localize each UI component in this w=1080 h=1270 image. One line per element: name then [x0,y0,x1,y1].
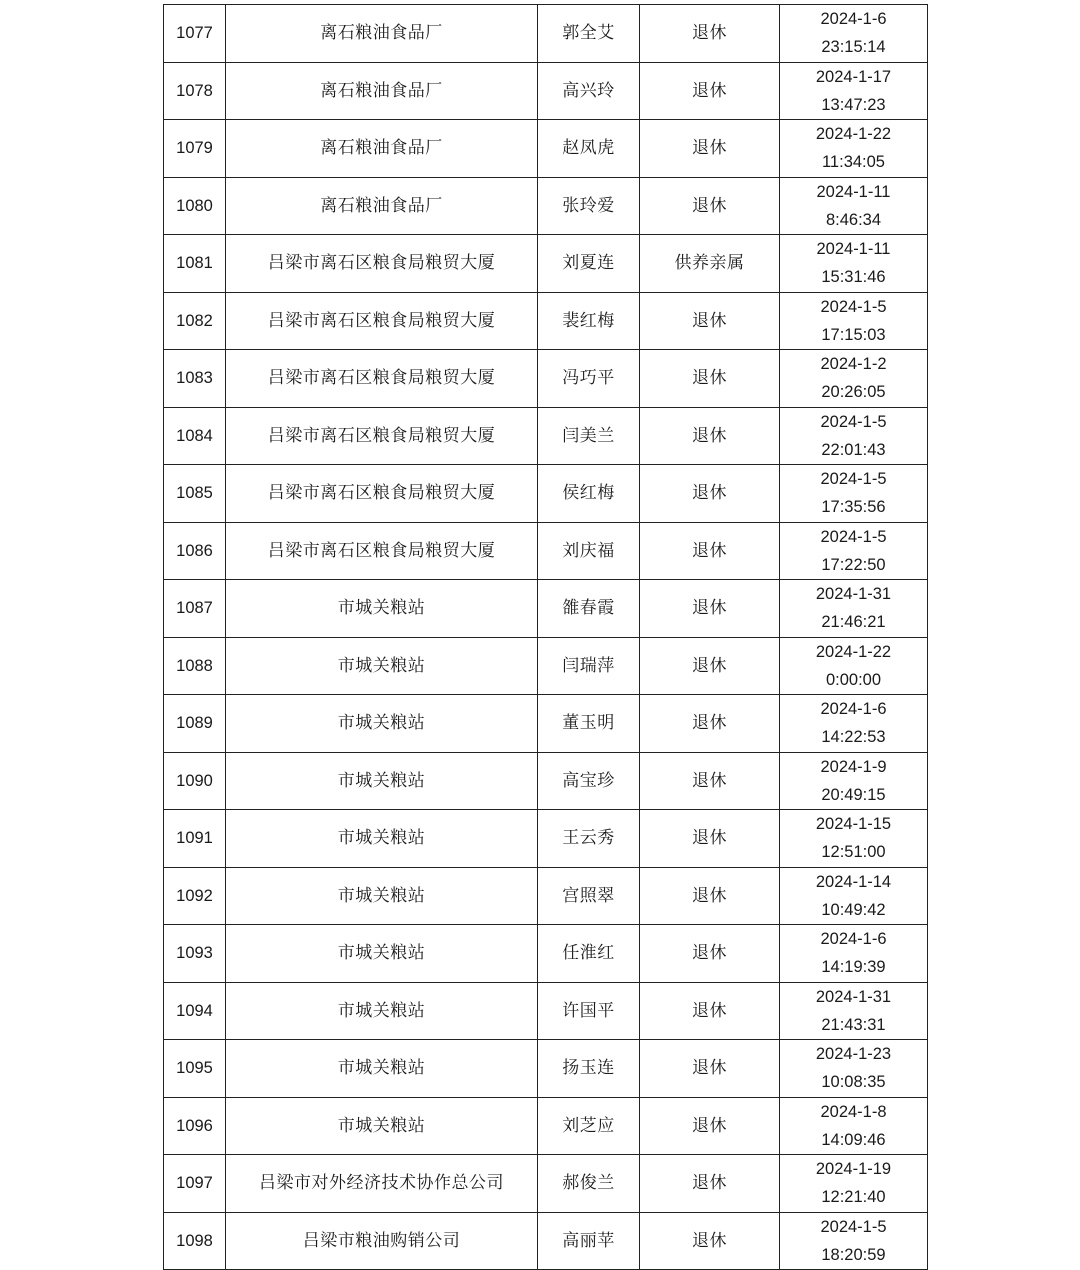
person-name-cell: 刘芝应 [538,1097,640,1155]
table-row [164,925,928,983]
unit-name-cell: 离石粮油食品厂 [226,62,538,120]
row-number-cell: 1086 [164,522,226,580]
table-row [164,292,928,350]
row-number-cell: 1078 [164,62,226,120]
timestamp-time: 20:26:05 [821,383,886,402]
unit-name-cell: 市城关粮站 [226,580,538,638]
timestamp-time: 8:46:34 [825,210,882,229]
category-cell: 退休 [640,1155,780,1213]
row-number-cell: 1093 [164,925,226,983]
table-row [164,465,928,523]
timestamp-time: 22:01:43 [821,440,886,459]
timestamp-date: 2024-1-2 [820,355,887,374]
timestamp-cell [780,120,928,178]
person-name-cell: 冯巧平 [538,350,640,408]
unit-name-cell: 市城关粮站 [226,867,538,925]
timestamp-cell [780,695,928,753]
category-cell: 退休 [640,925,780,983]
timestamp-cell [780,1040,928,1098]
category-cell: 退休 [640,5,780,63]
row-number-cell: 1090 [164,752,226,810]
table-row [164,695,928,753]
category-cell: 退休 [640,177,780,235]
row-number-cell: 1091 [164,810,226,868]
category-cell: 供养亲属 [640,235,780,293]
timestamp-cell [780,177,928,235]
timestamp-date: 2024-1-5 [820,297,887,316]
timestamp-date: 2024-1-5 [820,1217,887,1236]
timestamp-date: 2024-1-8 [820,1102,887,1121]
row-number-cell: 1094 [164,982,226,1040]
row-number-cell: 1098 [164,1212,226,1270]
timestamp-time: 17:22:50 [821,555,886,574]
category-cell: 退休 [640,1097,780,1155]
row-number-cell: 1082 [164,292,226,350]
person-name-cell: 闫瑞萍 [538,637,640,695]
timestamp-time: 14:19:39 [821,958,886,977]
timestamp-date: 2024-1-15 [815,815,892,834]
timestamp-date: 2024-1-6 [820,930,887,949]
timestamp-date: 2024-1-23 [815,1045,892,1064]
person-name-cell: 王云秀 [538,810,640,868]
timestamp-time: 21:43:31 [821,1015,886,1034]
row-number-cell: 1080 [164,177,226,235]
timestamp-cell [780,637,928,695]
timestamp-date: 2024-1-17 [815,67,892,86]
person-name-cell: 刘庆福 [538,522,640,580]
table-row [164,1212,928,1270]
timestamp-time: 23:15:14 [821,38,886,57]
timestamp-cell [780,350,928,408]
unit-name-cell: 市城关粮站 [226,695,538,753]
category-cell: 退休 [640,120,780,178]
person-name-cell: 高兴玲 [538,62,640,120]
timestamp-cell [780,292,928,350]
unit-name-cell: 吕梁市离石区粮食局粮贸大厦 [226,465,538,523]
person-name-cell: 高丽苹 [538,1212,640,1270]
timestamp-time: 14:22:53 [821,728,886,747]
category-cell: 退休 [640,580,780,638]
unit-name-cell: 市城关粮站 [226,810,538,868]
timestamp-time: 13:47:23 [821,95,886,114]
category-cell: 退休 [640,637,780,695]
unit-name-cell: 吕梁市对外经济技术协作总公司 [226,1155,538,1213]
timestamp-date: 2024-1-11 [816,240,891,259]
category-cell: 退休 [640,982,780,1040]
unit-name-cell: 市城关粮站 [226,1097,538,1155]
person-name-cell: 郭全艾 [538,5,640,63]
table-row [164,810,928,868]
records-table-body [164,5,928,1270]
category-cell: 退休 [640,1212,780,1270]
timestamp-cell [780,465,928,523]
person-name-cell: 裴红梅 [538,292,640,350]
row-number-cell: 1096 [164,1097,226,1155]
timestamp-date: 2024-1-31 [815,585,892,604]
table-row [164,522,928,580]
timestamp-time: 17:15:03 [821,325,886,344]
person-name-cell: 董玉明 [538,695,640,753]
table-row [164,752,928,810]
timestamp-date: 2024-1-5 [820,412,887,431]
category-cell: 退休 [640,695,780,753]
timestamp-time: 18:20:59 [821,1245,886,1264]
person-name-cell: 高宝珍 [538,752,640,810]
timestamp-date: 2024-1-6 [820,10,887,29]
table-row [164,580,928,638]
unit-name-cell: 市城关粮站 [226,982,538,1040]
table-row [164,407,928,465]
timestamp-cell [780,62,928,120]
table-row [164,1155,928,1213]
category-cell: 退休 [640,867,780,925]
timestamp-date: 2024-1-14 [815,872,892,891]
row-number-cell: 1077 [164,5,226,63]
category-cell: 退休 [640,465,780,523]
timestamp-time: 15:31:46 [821,268,886,287]
unit-name-cell: 吕梁市离石区粮食局粮贸大厦 [226,235,538,293]
unit-name-cell: 离石粮油食品厂 [226,120,538,178]
timestamp-cell [780,1155,928,1213]
table-row [164,235,928,293]
row-number-cell: 1081 [164,235,226,293]
table-row [164,1097,928,1155]
table-row [164,867,928,925]
timestamp-cell [780,235,928,293]
row-number-cell: 1092 [164,867,226,925]
timestamp-cell [780,810,928,868]
table-row [164,1040,928,1098]
unit-name-cell: 离石粮油食品厂 [226,177,538,235]
timestamp-date: 2024-1-5 [820,470,887,489]
person-name-cell: 闫美兰 [538,407,640,465]
timestamp-time: 20:49:15 [821,785,886,804]
person-name-cell: 刘夏连 [538,235,640,293]
category-cell: 退休 [640,407,780,465]
timestamp-cell [780,752,928,810]
person-name-cell: 赵凤虎 [538,120,640,178]
timestamp-cell [780,867,928,925]
unit-name-cell: 吕梁市离石区粮食局粮贸大厦 [226,350,538,408]
row-number-cell: 1087 [164,580,226,638]
timestamp-cell [780,925,928,983]
person-name-cell: 许国平 [538,982,640,1040]
timestamp-time: 21:46:21 [821,613,886,632]
category-cell: 退休 [640,1040,780,1098]
timestamp-date: 2024-1-5 [820,527,887,546]
records-table [163,4,928,1270]
unit-name-cell: 离石粮油食品厂 [226,5,538,63]
row-number-cell: 1097 [164,1155,226,1213]
table-row [164,120,928,178]
table-row [164,62,928,120]
timestamp-cell [780,1097,928,1155]
timestamp-date: 2024-1-22 [815,642,892,661]
category-cell: 退休 [640,62,780,120]
row-number-cell: 1084 [164,407,226,465]
table-row [164,350,928,408]
timestamp-time: 12:21:40 [821,1188,886,1207]
person-name-cell: 扬玉连 [538,1040,640,1098]
unit-name-cell: 市城关粮站 [226,637,538,695]
person-name-cell: 宫照翠 [538,867,640,925]
timestamp-time: 10:49:42 [821,900,886,919]
timestamp-date: 2024-1-19 [815,1160,892,1179]
timestamp-time: 12:51:00 [821,843,886,862]
person-name-cell: 任淮红 [538,925,640,983]
category-cell: 退休 [640,810,780,868]
row-number-cell: 1079 [164,120,226,178]
category-cell: 退休 [640,522,780,580]
person-name-cell: 侯红梅 [538,465,640,523]
unit-name-cell: 市城关粮站 [226,752,538,810]
unit-name-cell: 市城关粮站 [226,925,538,983]
table-row [164,177,928,235]
unit-name-cell: 吕梁市离石区粮食局粮贸大厦 [226,292,538,350]
timestamp-time: 14:09:46 [821,1130,886,1149]
row-number-cell: 1095 [164,1040,226,1098]
timestamp-cell [780,5,928,63]
person-name-cell: 郝俊兰 [538,1155,640,1213]
table-row [164,5,928,63]
category-cell: 退休 [640,350,780,408]
unit-name-cell: 吕梁市粮油购销公司 [226,1212,538,1270]
unit-name-cell: 市城关粮站 [226,1040,538,1098]
table-row [164,637,928,695]
timestamp-cell [780,407,928,465]
row-number-cell: 1085 [164,465,226,523]
timestamp-time: 17:35:56 [821,498,886,517]
timestamp-cell [780,580,928,638]
unit-name-cell: 吕梁市离石区粮食局粮贸大厦 [226,522,538,580]
timestamp-cell [780,1212,928,1270]
timestamp-date: 2024-1-22 [815,125,892,144]
category-cell: 退休 [640,292,780,350]
category-cell: 退休 [640,752,780,810]
person-name-cell: 雒春霞 [538,580,640,638]
timestamp-date: 2024-1-6 [820,700,887,719]
timestamp-time: 11:34:05 [821,153,885,172]
timestamp-time: 0:00:00 [825,670,882,689]
timestamp-time: 10:08:35 [821,1073,886,1092]
row-number-cell: 1088 [164,637,226,695]
row-number-cell: 1083 [164,350,226,408]
unit-name-cell: 吕梁市离石区粮食局粮贸大厦 [226,407,538,465]
timestamp-date: 2024-1-31 [815,987,892,1006]
timestamp-date: 2024-1-11 [816,182,891,201]
timestamp-cell [780,522,928,580]
person-name-cell: 张玲爱 [538,177,640,235]
timestamp-date: 2024-1-9 [820,757,887,776]
timestamp-cell [780,982,928,1040]
row-number-cell: 1089 [164,695,226,753]
table-row [164,982,928,1040]
